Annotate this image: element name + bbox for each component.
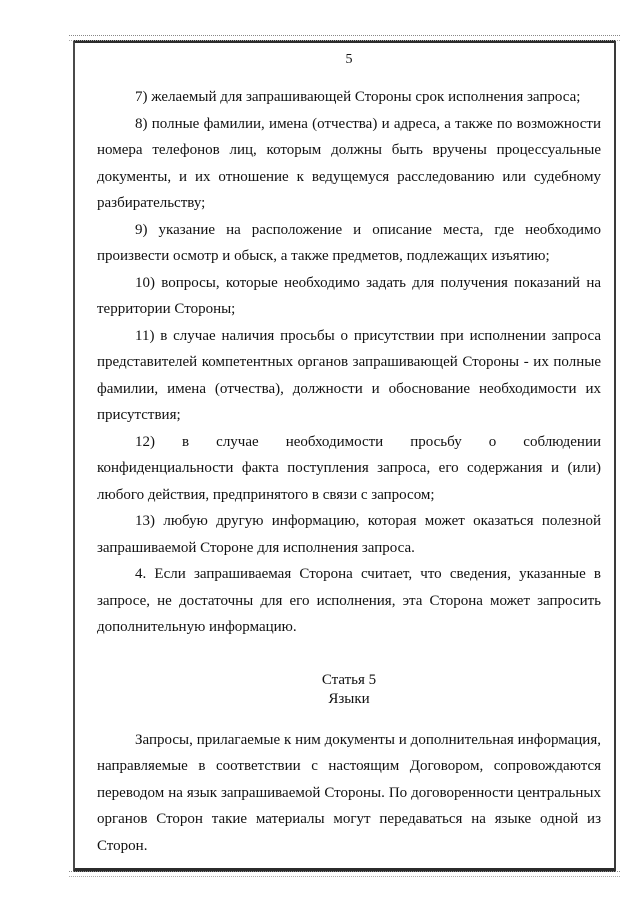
list-item-12: 12) в случае необходимости просьбу о соблюдении конфиденциальности факта поступления запроса, его содержания и (или) любого действия, предпринятого в связи с запросом; [97,433,601,503]
clause-4: 4. Если запрашиваемая Сторона считает, что сведения, указанные в запросе, не достаточны для его исполнения, эта Сторона может запросить дополнительную информацию. [97,566,601,635]
document-body [97,50,601,859]
article-text: Запросы, прилагаемые к ним документы и дополнительная информация, направляемые в соответствии с настоящим Договором, сопровождаются переводом на язык запрашиваемой Стороны. По договоренности центральных органов Сторон такие материалы могут передаваться на языке одной из Сторон. [97,731,601,854]
list-item-13: 13) любую другую информацию, которая может оказаться полезной запрашиваемой Стороне для исполнения запроса. [97,513,601,556]
article-title: Языки [328,690,370,707]
list-item-11: 11) в случае наличия просьбы о присутствии при исполнении запроса представителей компетентных органов запрашивающей Стороны - их полные фамилии, имена (отчества), должности и обоснование необходимости их присутствия; [97,327,601,423]
article-number: Статья 5 [321,671,377,688]
list-item-7: 7) желаемый для запрашивающей Стороны срок исполнения запроса; [135,89,581,105]
list-item-8: 8) полные фамилии, имена (отчества) и адреса, а также по возможности номера телефонов лиц, которым должны быть вручены процессуальные документы, и их отношение к ведущемуся расследованию или судебному разбирательству; [97,115,601,211]
list-item-10: 10) вопросы, которые необходимо задать для получения показаний на территории Стороны; [97,274,601,317]
article-heading [97,671,601,709]
list-item-9: 9) указание на расположение и описание места, где необходимо произвести осмотр и обыск, а также предметов, подлежащих изъятию; [97,221,601,264]
page-number: 5 [345,52,353,67]
